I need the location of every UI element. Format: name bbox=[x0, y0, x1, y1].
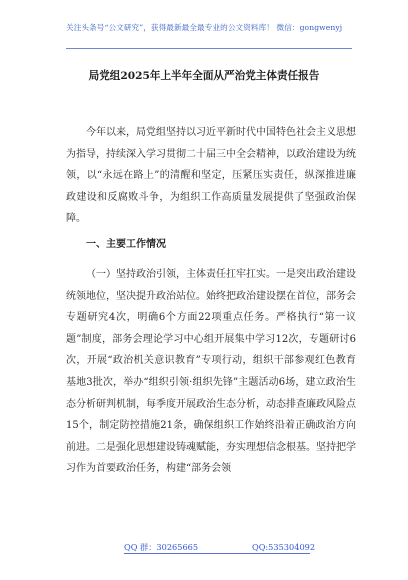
footer-qq-contact: QQ:535304092 bbox=[252, 542, 316, 552]
intro-paragraph: 今年以来，局党组坚持以习近平新时代中国特色社会主义思想为指导，持续深入学习贯彻二十届三中全会精神，以政治建设为统领，以“永远在路上”的清醒和坚定，压紧压实责任，纵深推进廉政建设和反腐败斗争，为组织工作高质量发展提供了坚强政治保障。 bbox=[66, 127, 356, 225]
header-promo-banner: 关注头条号“公文研究”，获得最新最全最专业的公文资料库！ 微信：gongwenyj bbox=[66, 23, 343, 32]
section-heading-main-work: 一、主要工作情况 bbox=[86, 239, 166, 250]
document-title: 局党组2025年上半年全面从严治党主体责任报告 bbox=[88, 70, 320, 82]
footer-qq-group: QQ 群：30265665 bbox=[124, 542, 199, 552]
work-paragraph-political-leadership: （一）坚持政治引领，主体责任扛牢扛实。一是突出政治建设统领地位，坚决提升政治站位。始终把政治建设摆在首位，部务会专题研究4次，明确6个方面22项重点任务。严格执行“第一议题”制度，部务会理论学习中心组开展集中学习12次，专题研讨6次，开展“政治机关意识教育”专项行动，组织干部参观红色教育基地3批次，举办“组织引领·组织先锋”主题活动6场，建立政治生态分析研判机制，每季度开展政治生态分析，动态排查廉政风险点15个，制定防控措施21条，确保组织工作始终沿着正确政治方向前进。二是强化思想建设铸魂赋能，夯实理想信念根基。坚持把学习作为首要政治任务，构建“部务会领 bbox=[66, 269, 356, 475]
header-divider bbox=[66, 48, 352, 49]
footer-divider bbox=[124, 553, 310, 554]
